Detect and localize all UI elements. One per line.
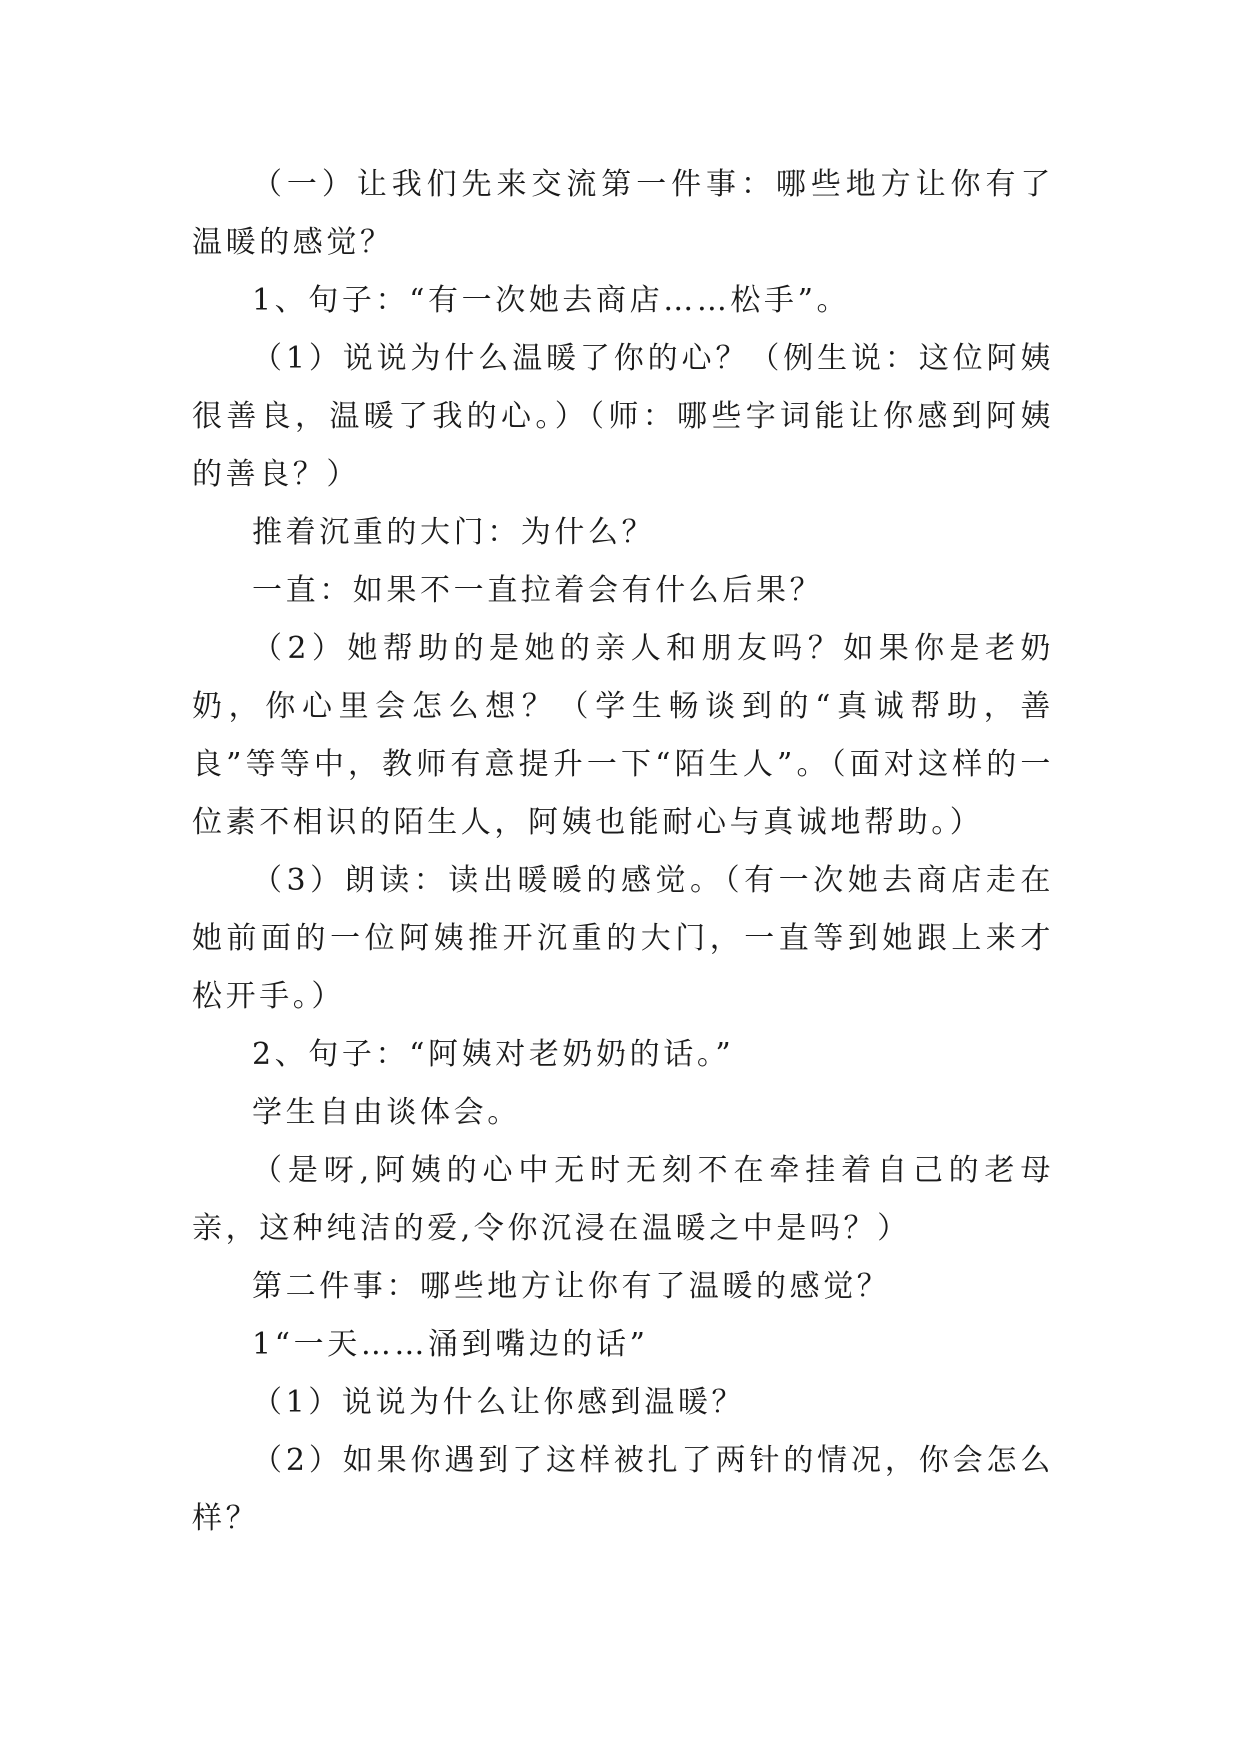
paragraph-13: （1）说说为什么让你感到温暖？ bbox=[252, 1385, 746, 1420]
paragraph-5: 一直：如果不一直拉着会有什么后果？ bbox=[252, 573, 824, 608]
paragraph-11: 第二件事：哪些地方让你有了温暖的感觉？ bbox=[252, 1269, 891, 1304]
paragraph-8: 2、句子：“阿姨对老奶奶的话。” bbox=[252, 1037, 735, 1072]
document-body bbox=[192, 156, 1054, 1548]
paragraph-10: （是呀,阿姨的心中无时无刻不在牵挂着自己的老母亲，这种纯洁的爱,令你沉浸在温暖之中是吗？） bbox=[192, 1153, 1054, 1246]
paragraph-9: 学生自由谈体会。 bbox=[252, 1095, 521, 1130]
paragraph-6: （2）她帮助的是她的亲人和朋友吗？如果你是老奶奶，你心里会怎么想？（学生畅谈到的“真诚帮助，善良”等等中，教师有意提升一下“陌生人”。（面对这样的一位素不相识的陌生人，阿姨也能耐心与真诚地帮助。） bbox=[192, 631, 1054, 840]
paragraph-4: 推着沉重的大门：为什么？ bbox=[252, 515, 656, 550]
paragraph-3: （1）说说为什么温暖了你的心？（例生说：这位阿姨很善良，温暖了我的心。）（师：哪些字词能让你感到阿姨的善良？） bbox=[192, 341, 1054, 492]
paragraph-14: （2）如果你遇到了这样被扎了两针的情况，你会怎么样？ bbox=[192, 1443, 1054, 1536]
paragraph-7: （3）朗读：读出暖暖的感觉。（有一次她去商店走在她前面的一位阿姨推开沉重的大门，一直等到她跟上来才松开手。） bbox=[192, 863, 1054, 1014]
paragraph-2: 1、句子：“有一次她去商店……松手”。 bbox=[252, 283, 851, 318]
paragraph-12: 1“一天……涌到嘴边的话” bbox=[252, 1327, 649, 1362]
paragraph-1: （一）让我们先来交流第一件事：哪些地方让你有了温暖的感觉？ bbox=[192, 167, 1054, 260]
